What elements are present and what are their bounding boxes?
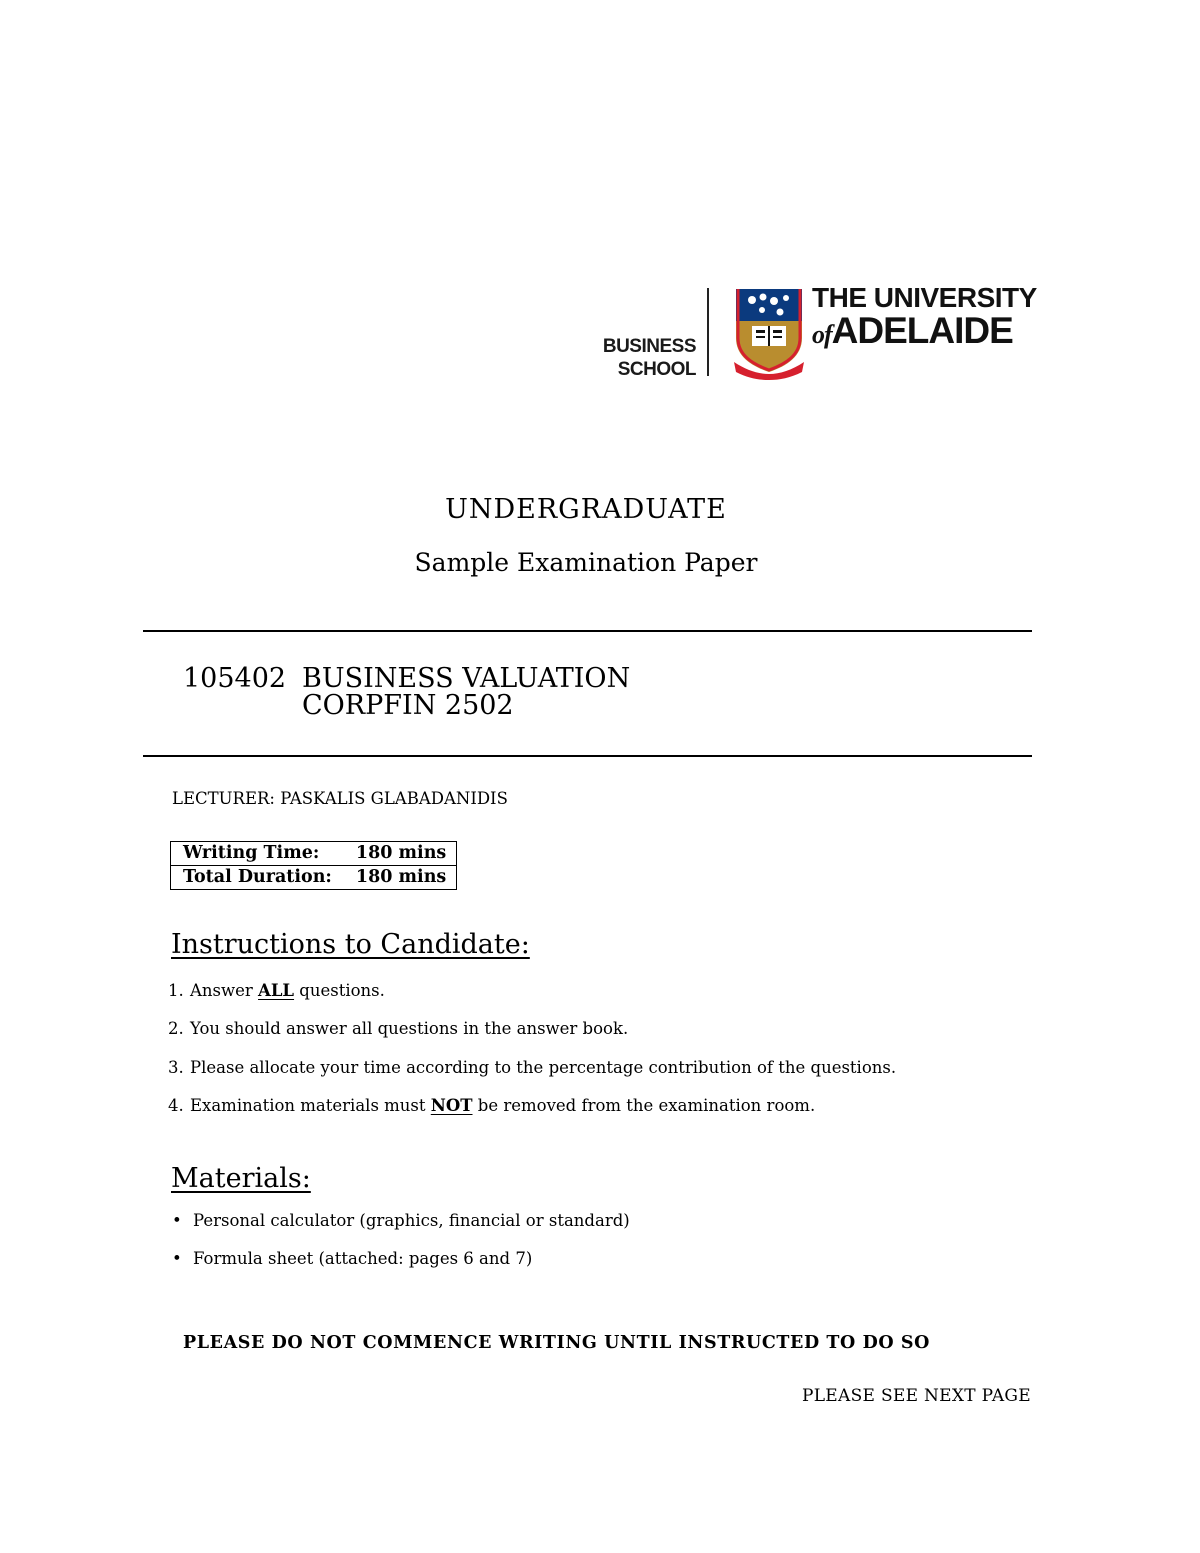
instruction-number: 1. [168,981,184,1000]
bottom-rule [143,755,1032,757]
bullet-icon: • [172,1249,182,1268]
instruction-text: Please allocate your time according to the percentage contribution of the questions. [190,1058,897,1077]
course-subject-code: CORPFIN 2502 [302,690,514,721]
business-school-label [590,335,696,381]
university-crest-icon [732,286,806,382]
university-of: of [812,320,832,349]
instruction-emphasis: NOT [430,1096,473,1115]
instruction-emphasis: ALL [258,981,295,1000]
total-duration-row [171,866,457,890]
materials-item-text: Formula sheet (attached: pages 6 and 7) [193,1249,533,1268]
writing-time-value: 180 mins [342,842,457,866]
course-name: BUSINESS VALUATION [302,663,631,694]
logo-divider [707,288,709,376]
university-adelaide: ADELAIDE [831,310,1013,351]
instruction-item [168,1058,896,1077]
exam-times-table [170,841,457,890]
instruction-number: 4. [168,1096,184,1115]
top-rule [143,630,1032,632]
commence-notice: PLEASE DO NOT COMMENCE WRITING UNTIL INSTRUCTED TO DO SO [183,1333,930,1353]
materials-item [172,1249,532,1268]
instruction-text: You should answer all questions in the answer book. [190,1019,629,1038]
instruction-item [168,1019,628,1038]
instruction-item [168,981,385,1000]
materials-item [172,1211,630,1230]
next-page-notice: PLEASE SEE NEXT PAGE [801,1386,1031,1406]
total-duration-value: 180 mins [342,866,457,890]
bullet-icon: • [172,1211,182,1230]
writing-time-row [171,842,457,866]
instruction-number: 2. [168,1019,184,1038]
lecturer: LECTURER: PASKALIS GLABADANIDIS [172,789,508,808]
instruction-number: 3. [168,1058,184,1077]
instruction-text: Examination materials must [190,1096,431,1115]
instructions-heading: Instructions to Candidate: [171,929,530,960]
materials-item-text: Personal calculator (graphics, financial or standard) [193,1211,630,1230]
writing-time-label: Writing Time: [171,842,342,866]
materials-heading: Materials: [171,1163,311,1194]
university-name-line1: THE UNIVERSITY [812,282,1037,313]
exam-level: UNDERGRADUATE [445,494,727,525]
instruction-item [168,1096,815,1115]
business-school-line1: BUSINESS [602,336,696,357]
paper-type: Sample Examination Paper [414,548,758,577]
university-name-line2 [812,310,1013,352]
instruction-text: be removed from the examination room. [472,1096,816,1115]
business-school-line2: SCHOOL [617,359,696,380]
instruction-text: questions. [294,981,385,1000]
instruction-text: Answer [190,981,259,1000]
total-duration-label: Total Duration: [171,866,342,890]
course-code: 105402 [183,663,287,694]
